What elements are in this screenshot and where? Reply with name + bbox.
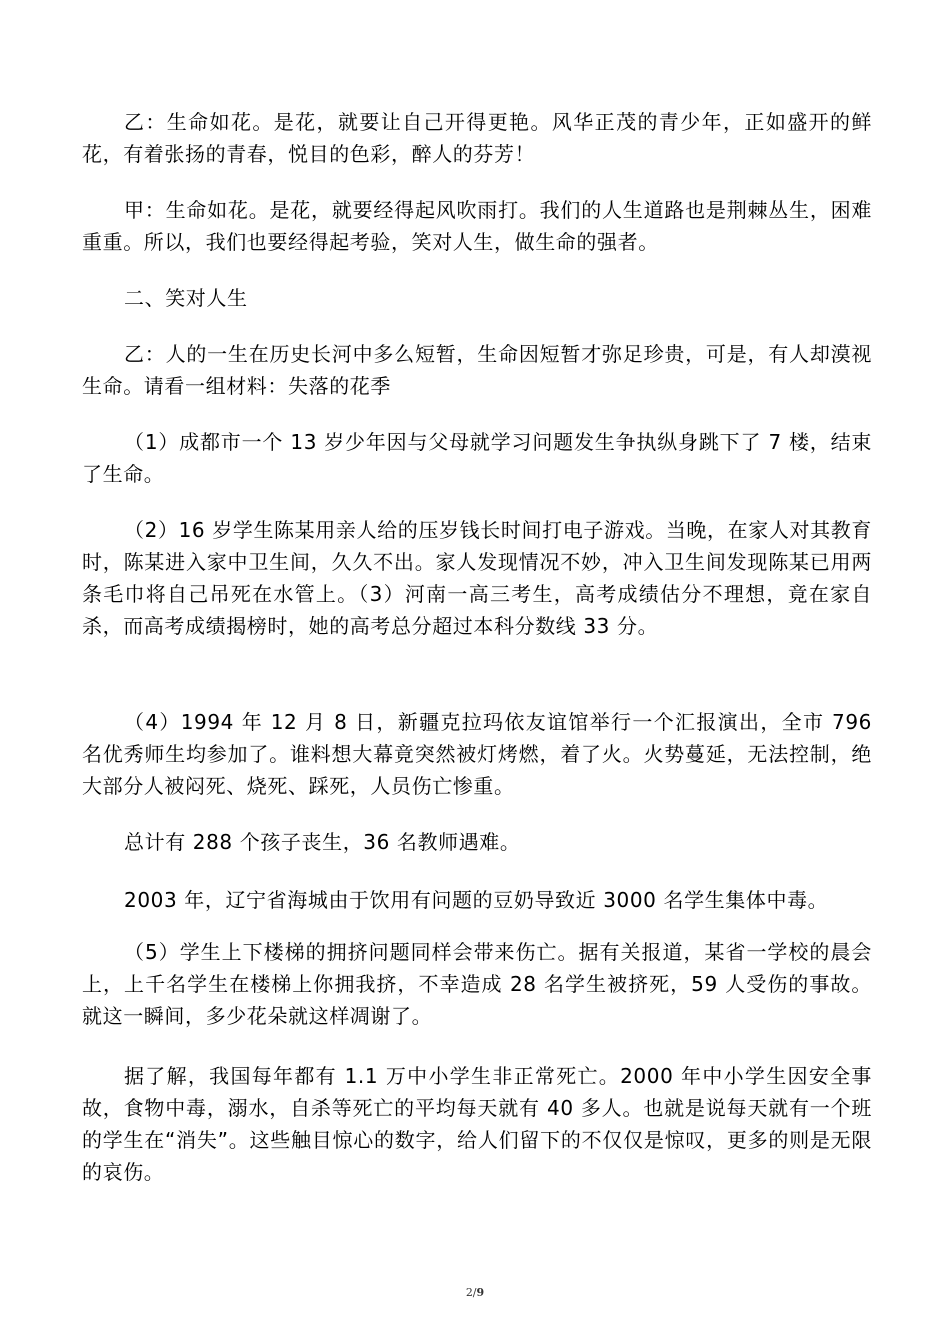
statistics-paragraph: 据了解，我国每年都有 1.1 万中小学生非正常死亡。2000 年中小学生因安全事故，食物中毒，溺水，自杀等死亡的平均每天就有 40 多人。也就是说每天就有一个班的学生在“消失”。这些触目惊心的数字，给人们留下的不仅仅是惊叹，更多的则是无限的哀伤。 <box>82 1064 872 1184</box>
case-item-4: （4）1994 年 12 月 8 日，新疆克拉玛依友谊馆举行一个汇报演出，全市 796 名优秀师生均参加了。谁料想大幕竟突然被灯烤燃，着了火。火势蔓延，无法控制，绝大部分人被闷死、烧死、踩死，人员伤亡惨重。 <box>82 710 872 798</box>
page-total: 9 <box>476 1286 485 1299</box>
page-current: 2/ <box>465 1286 477 1299</box>
poisoning-incident: 2003 年，辽宁省海城由于饮用有问题的豆奶导致近 3000 名学生集体中毒。 <box>124 888 829 912</box>
page-number <box>0 1286 950 1299</box>
paragraph-2: 甲：生命如花。是花，就要经得起风吹雨打。我们的人生道路也是荆棘丛生，困难重重。所以，我们也要经得起考验，笑对人生，做生命的强者。 <box>82 198 872 254</box>
casualty-count: 总计有 288 个孩子丧生，36 名教师遇难。 <box>124 830 521 854</box>
section-heading: 二、笑对人生 <box>124 286 248 310</box>
paragraph-1: 乙：生命如花。是花，就要让自己开得更艳。风华正茂的青少年，正如盛开的鲜花，有着张扬的青春，悦目的色彩，醉人的芬芳！ <box>82 110 872 166</box>
case-item-1: （1）成都市一个 13 岁少年因与父母就学习问题发生争执纵身跳下了 7 楼，结束了生命。 <box>82 430 872 486</box>
case-item-2-3: （2）16 岁学生陈某用亲人给的压岁钱长时间打电子游戏。当晚，在家人对其教育时，陈某进入家中卫生间，久久不出。家人发现情况不妙，冲入卫生间发现陈某已用两条毛巾将自己吊死在水管上。（3）河南一高三考生，高考成绩估分不理想，竟在家自杀，而高考成绩揭榜时，她的高考总分超过本科分数线 33 分。 <box>82 518 872 638</box>
paragraph-3: 乙：人的一生在历史长河中多么短暂，生命因短暂才弥足珍贵，可是，有人却漠视生命。请看一组材料：失落的花季 <box>82 342 872 398</box>
case-item-5: （5）学生上下楼梯的拥挤问题同样会带来伤亡。据有关报道，某省一学校的晨会上，上千名学生在楼梯上你拥我挤，不幸造成 28 名学生被挤死，59 人受伤的事故。就这一瞬间，多少花朵就这样凋谢了。 <box>82 940 872 1028</box>
